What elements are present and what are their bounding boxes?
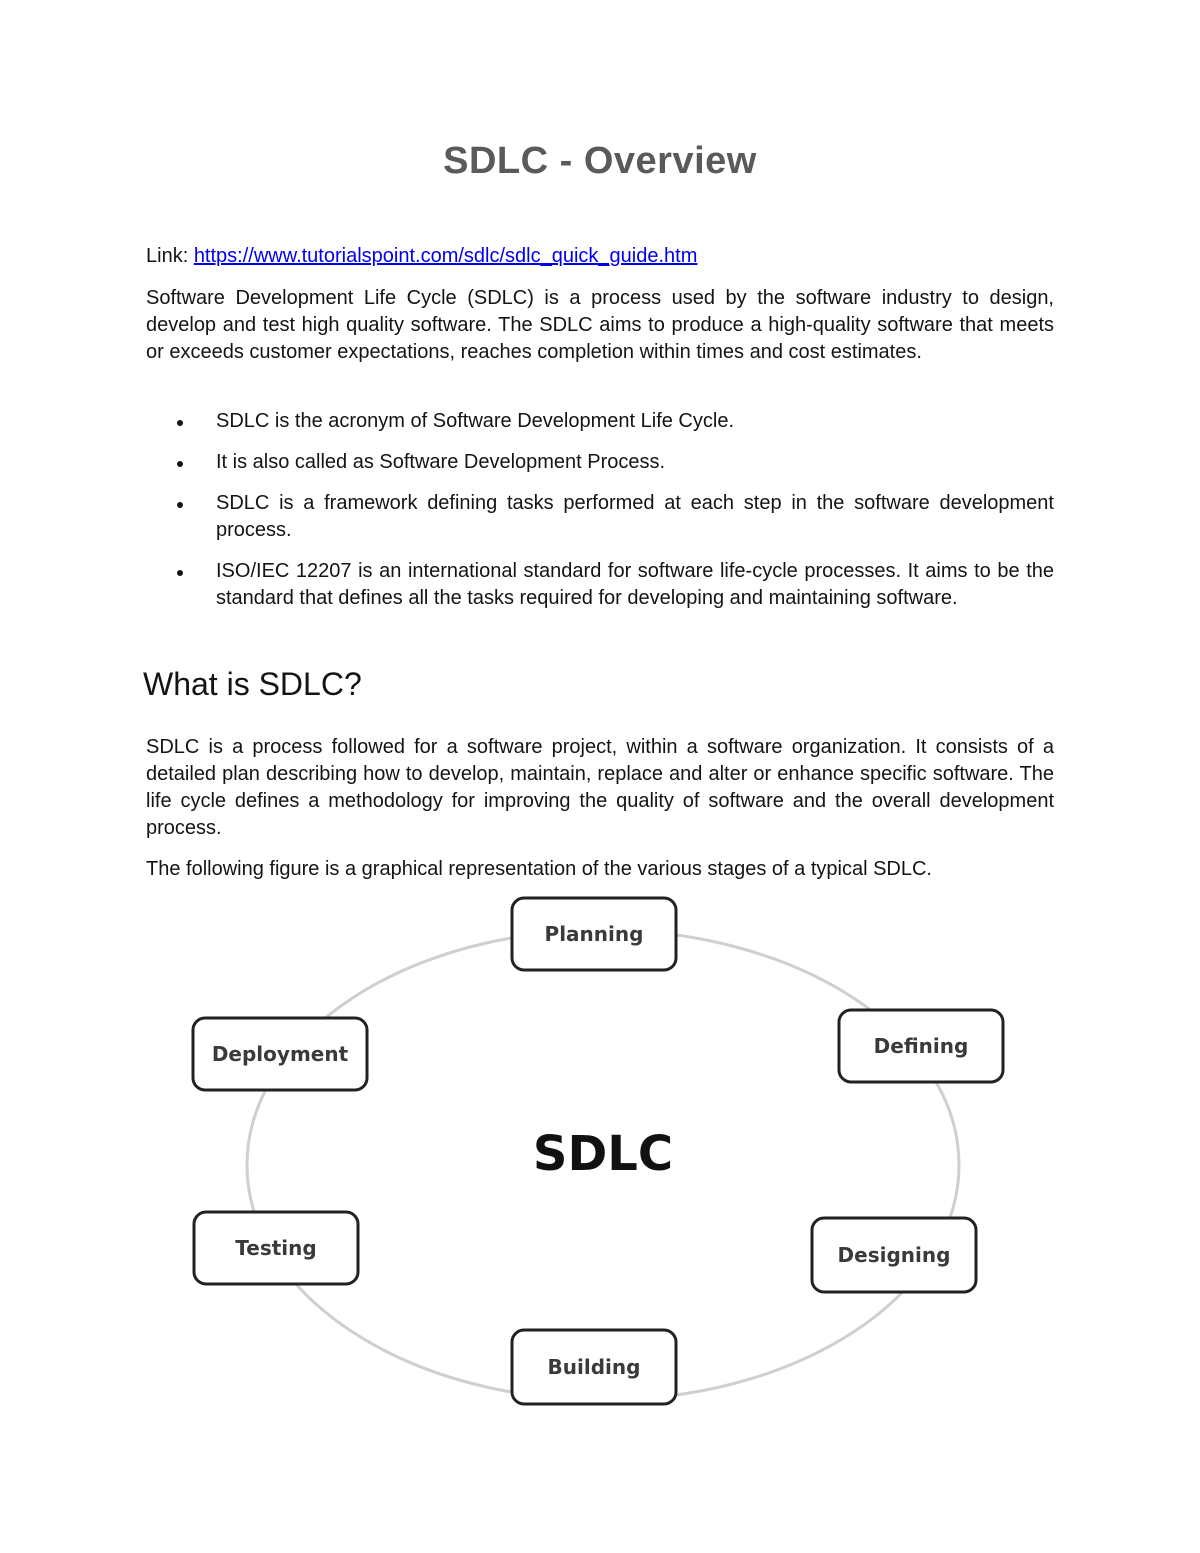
bullet-text: SDLC is the acronym of Software Development Life Cycle.: [216, 410, 734, 432]
page-title: SDLC - Overview: [443, 140, 757, 182]
bullet-icon: [177, 570, 183, 576]
bullet-text: It is also called as Software Development Process.: [216, 451, 666, 473]
stage-label: Building: [547, 1355, 641, 1379]
stage-label: Defining: [873, 1034, 969, 1058]
intro-paragraph: Software Development Life Cycle (SDLC) is a process used by the software industry to design, develop and test high quality software. The SDLC aims to produce a high-quality software that meets or exceeds customer expectations, reaches completion within times and cost estimates.: [146, 287, 1054, 363]
bullet-text: ISO/IEC 12207 is an international standard for software life-cycle processes. It aims to be the standard that defines all the tasks required for developing and maintaining software.: [216, 560, 1054, 609]
stage-planning: [512, 898, 676, 970]
bullet-icon: [177, 461, 183, 467]
stage-deployment: [193, 1018, 367, 1090]
list-item: [146, 490, 1054, 544]
list-item: [146, 449, 1054, 476]
sdlc-diagram: [0, 880, 1200, 1440]
bullet-text: SDLC is a framework defining tasks performed at each step in the software development process.: [216, 492, 1054, 541]
stage-label: Deployment: [211, 1042, 349, 1066]
list-item: [146, 558, 1054, 612]
list-item: [146, 408, 1054, 435]
center-label: SDLC: [532, 1126, 674, 1182]
stage-testing: [194, 1212, 358, 1284]
section-heading: What is SDLC?: [143, 666, 362, 702]
link-label: Link:: [146, 245, 189, 267]
stage-label: Planning: [544, 922, 644, 946]
stage-label: Designing: [837, 1243, 951, 1267]
stage-building: [512, 1330, 676, 1404]
bullet-icon: [177, 420, 183, 426]
bullet-list: [146, 408, 1054, 626]
stage-label: Testing: [235, 1236, 317, 1260]
stage-defining: [839, 1010, 1003, 1082]
bullet-icon: [177, 502, 183, 508]
stage-designing: [812, 1218, 976, 1292]
figure-intro: The following figure is a graphical representation of the various stages of a typical SDLC.: [146, 858, 932, 880]
tutorial-link[interactable]: https://www.tutorialspoint.com/sdlc/sdlc_quick_guide.htm: [193, 245, 698, 267]
section-paragraph: SDLC is a process followed for a software project, within a software organization. It consists of a detailed plan describing how to develop, maintain, replace and alter or enhance specific software. The life cycle defines a methodology for improving the quality of software and the overall development process.: [146, 736, 1054, 839]
link-line: [146, 245, 697, 268]
